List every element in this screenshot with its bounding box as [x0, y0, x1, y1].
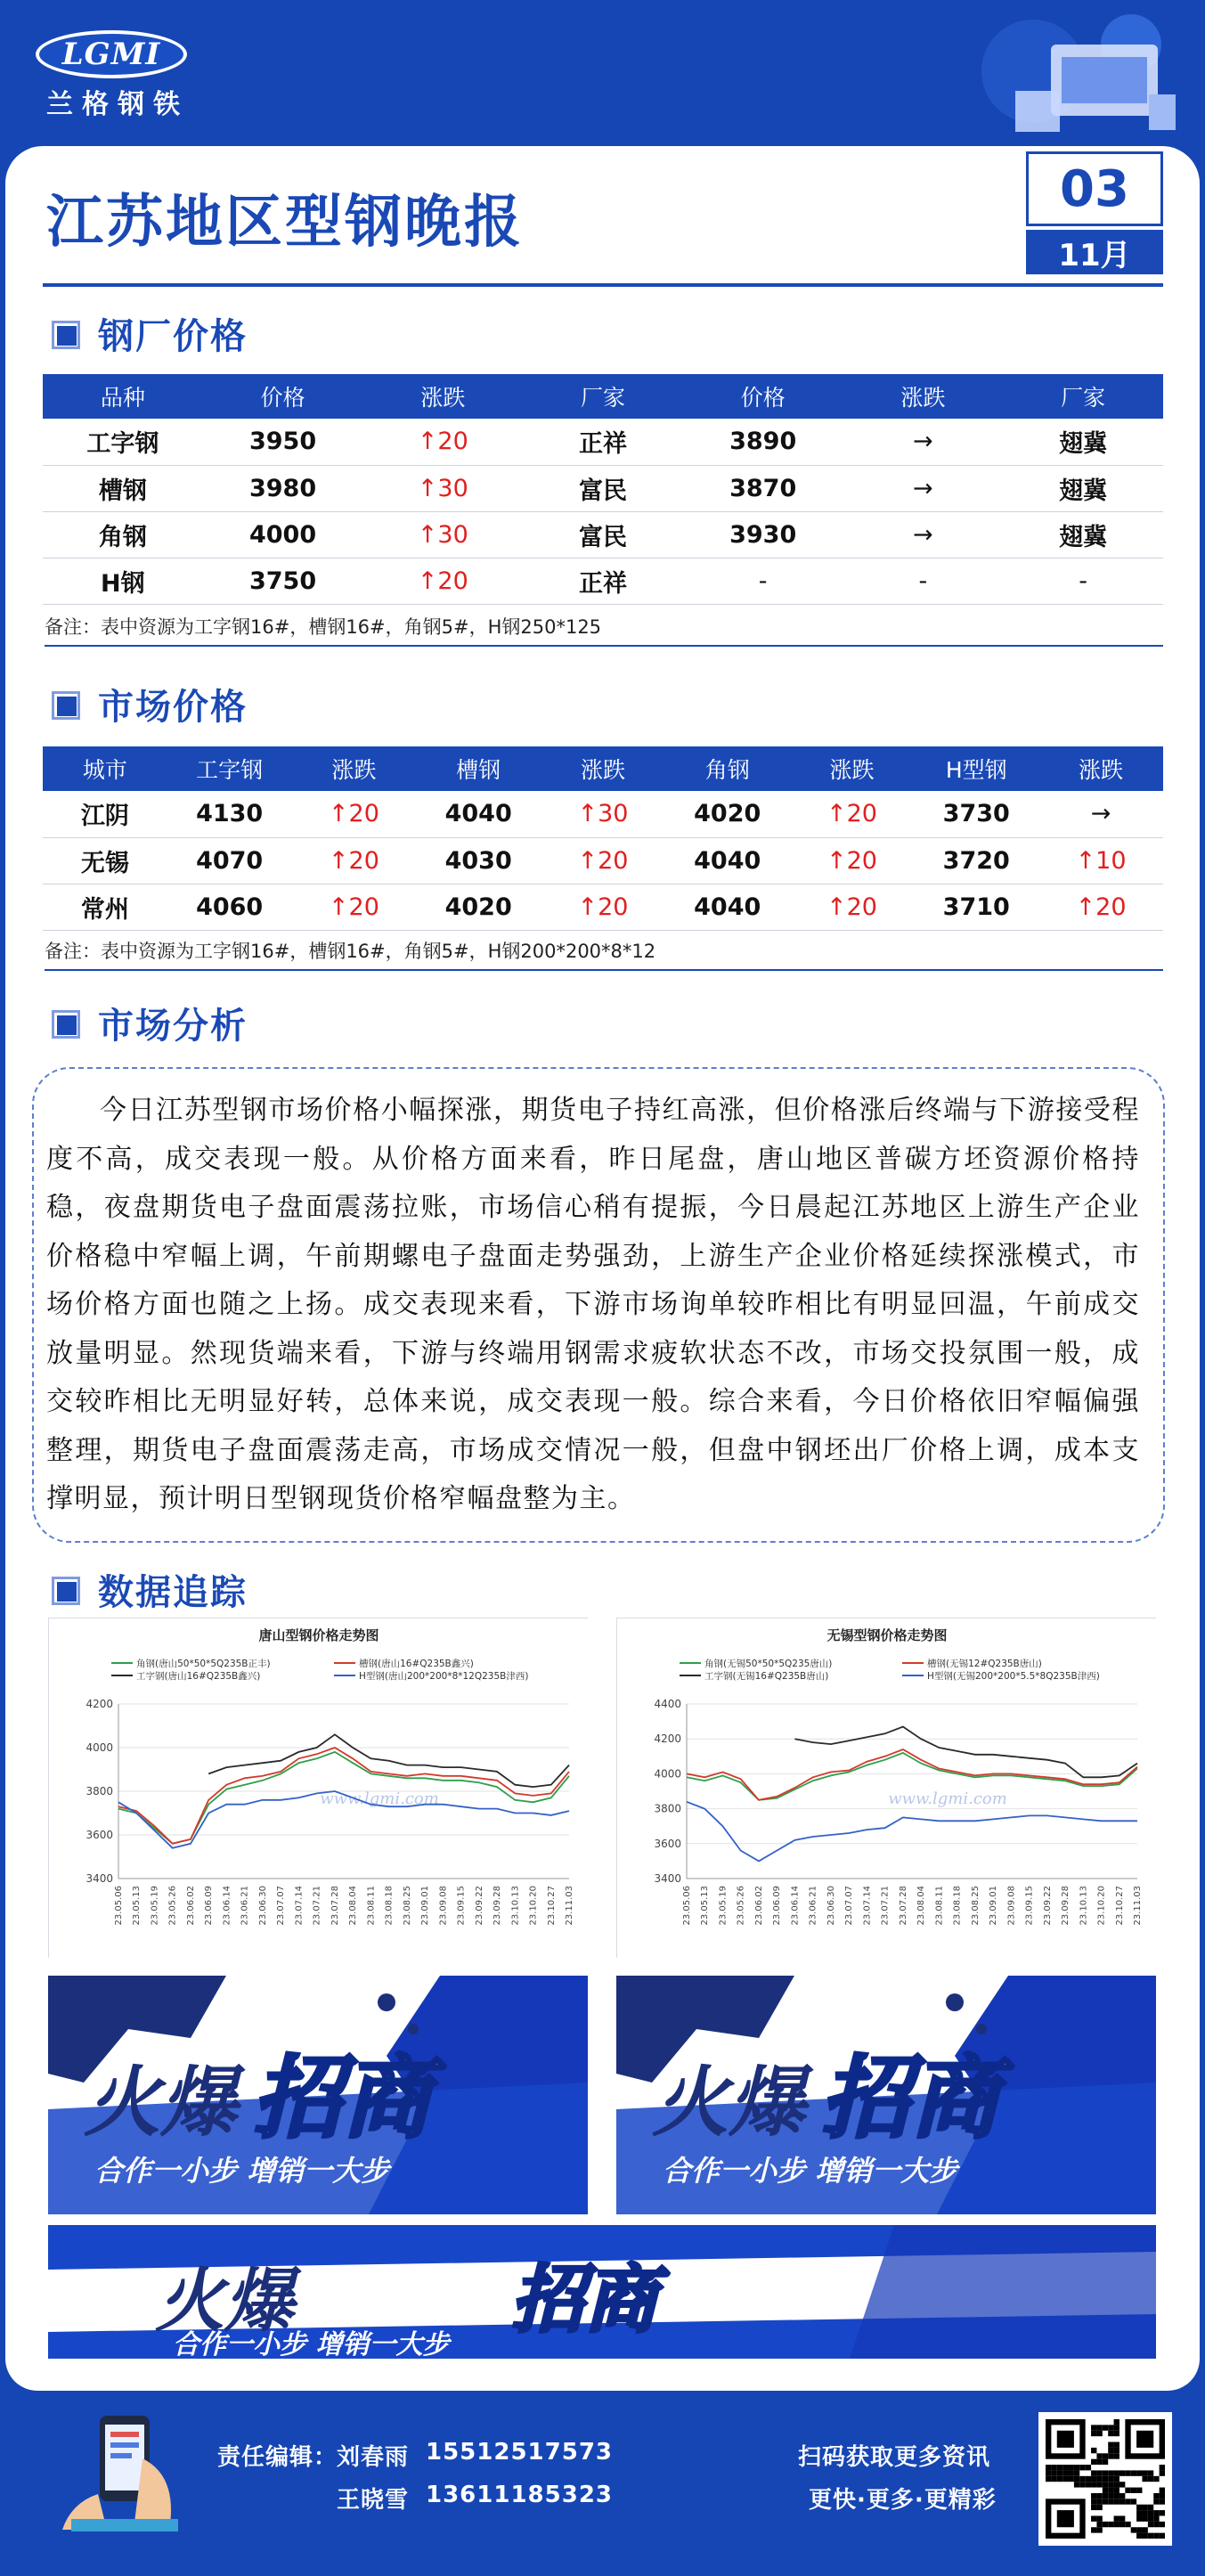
- legend-label: 槽钢(唐山16#Q235B鑫兴): [359, 1659, 474, 1669]
- x-tick-label: 23.05.06: [114, 1886, 124, 1926]
- table-cell: ↑20: [1038, 884, 1163, 930]
- section-market-prices: [52, 679, 248, 730]
- x-tick-label: 23.07.07: [844, 1886, 855, 1926]
- column-header: 价格: [203, 374, 363, 419]
- chart-tangshan: [48, 1618, 588, 1958]
- table-cell: 4040: [665, 837, 790, 884]
- mill-table-note: 备注：表中资源为工字钢16#，槽钢16#，角钢5#，H钢250*125: [45, 613, 1163, 647]
- ad-slogan: 合作一小步 增销一大步: [173, 2329, 450, 2359]
- table-cell: 3870: [683, 465, 843, 511]
- x-tick-label: 23.08.18: [384, 1886, 395, 1926]
- editor1-phone: 15512517573: [426, 2439, 613, 2466]
- x-tick-label: 23.06.30: [257, 1886, 268, 1926]
- x-tick-label: 23.07.14: [862, 1886, 873, 1926]
- table-row: [43, 465, 1163, 511]
- qr-caption-1: 扫码获取更多资讯: [798, 2444, 991, 2471]
- table-cell: ↑20: [541, 837, 665, 884]
- chart-title: 无锡型钢价格走势图: [826, 1627, 948, 1643]
- ad-title-a: 火爆: [652, 2058, 805, 2148]
- table-cell: 翅冀: [1003, 465, 1163, 511]
- table-cell: →: [843, 465, 1004, 511]
- section-title: 市场价格: [98, 687, 248, 728]
- x-tick-label: 23.08.18: [952, 1886, 963, 1926]
- x-tick-label: 23.08.04: [916, 1886, 927, 1926]
- table-cell: 4030: [416, 837, 541, 884]
- table-cell: -: [683, 558, 843, 604]
- analysis-box: [32, 1067, 1165, 1543]
- table-cell: 4020: [416, 884, 541, 930]
- x-tick-label: 23.06.14: [790, 1886, 801, 1926]
- table-cell: ↑20: [292, 884, 417, 930]
- x-tick-label: 23.07.21: [880, 1886, 891, 1926]
- table-cell: 3890: [683, 419, 843, 465]
- section-mill-prices: [52, 308, 248, 359]
- legend-label: 工字钢(无锡16#Q235B唐山): [704, 1671, 829, 1682]
- x-tick-label: 23.09.01: [420, 1886, 431, 1926]
- table-cell: ↑20: [292, 837, 417, 884]
- x-tick-label: 23.09.15: [456, 1886, 467, 1926]
- x-tick-label: 23.08.11: [366, 1886, 377, 1926]
- x-tick-label: 23.06.21: [808, 1886, 818, 1926]
- legend-label: 角钢(唐山50*50*5Q235B正丰): [136, 1659, 271, 1669]
- section-square-icon: [52, 321, 78, 347]
- table-cell: 江阴: [43, 791, 167, 837]
- column-header: 工字钢: [167, 746, 292, 791]
- table-cell: 4060: [167, 884, 292, 930]
- x-tick-label: 23.06.02: [185, 1886, 196, 1926]
- column-header: 涨跌: [1038, 746, 1163, 791]
- editor1-name: 刘春雨: [337, 2444, 410, 2471]
- table-cell: 正祥: [523, 419, 683, 465]
- table-cell: 翅冀: [1003, 419, 1163, 465]
- section-data-tracking: [52, 1564, 248, 1615]
- x-tick-label: 23.05.13: [700, 1886, 711, 1926]
- x-tick-label: 23.05.13: [132, 1886, 142, 1926]
- table-cell: 槽钢: [43, 465, 203, 511]
- ad-slogan: 合作一小步 增销一大步: [663, 2154, 958, 2188]
- x-tick-label: 23.09.08: [438, 1886, 449, 1926]
- table-cell: 3730: [914, 791, 1038, 837]
- x-tick-label: 23.09.28: [1061, 1886, 1071, 1926]
- section-square-icon: [52, 691, 78, 718]
- title-divider: [43, 283, 1163, 287]
- table-cell: 正祥: [523, 558, 683, 604]
- y-tick-label: 3600: [85, 1829, 113, 1841]
- x-tick-label: 23.07.28: [898, 1886, 908, 1926]
- date-month: 11月: [1026, 230, 1163, 274]
- y-tick-label: 4400: [654, 1698, 681, 1710]
- table-cell: 工字钢: [43, 419, 203, 465]
- x-tick-label: 23.10.20: [528, 1886, 539, 1926]
- table-cell: ↑20: [362, 558, 523, 604]
- y-tick-label: 4200: [654, 1732, 681, 1746]
- x-tick-label: 23.06.02: [753, 1886, 764, 1926]
- x-tick-label: 23.09.08: [1006, 1886, 1017, 1926]
- table-cell: ↑20: [790, 884, 915, 930]
- legend-label: H型钢(唐山200*200*8*12Q235B津西): [359, 1671, 529, 1682]
- table-cell: 3720: [914, 837, 1038, 884]
- table-cell: 4020: [665, 791, 790, 837]
- qr-code-graphic: [1046, 2419, 1165, 2539]
- x-tick-label: 23.05.19: [718, 1886, 729, 1926]
- y-tick-label: 3600: [654, 1837, 681, 1850]
- x-tick-label: 23.08.25: [970, 1886, 981, 1926]
- column-header: 厂家: [1003, 374, 1163, 419]
- section-square-icon: [52, 1577, 78, 1603]
- chart-title: 唐山型钢价格走势图: [258, 1627, 379, 1643]
- x-tick-label: 23.06.21: [240, 1886, 250, 1926]
- column-header: 涨跌: [292, 746, 417, 791]
- column-header: 城市: [43, 746, 167, 791]
- table-cell: ↑20: [541, 884, 665, 930]
- table-cell: →: [1038, 791, 1163, 837]
- table-row: [43, 558, 1163, 604]
- table-cell: 3950: [203, 419, 363, 465]
- x-tick-label: 23.08.25: [402, 1886, 412, 1926]
- x-tick-label: 23.08.04: [348, 1886, 359, 1926]
- x-tick-label: 23.09.22: [474, 1886, 484, 1926]
- table-cell: H钢: [43, 558, 203, 604]
- table-cell: 翅冀: [1003, 511, 1163, 558]
- table-row: [43, 419, 1163, 465]
- x-tick-label: 23.05.19: [150, 1886, 160, 1926]
- x-tick-label: 23.11.03: [1133, 1886, 1143, 1926]
- legend-label: 槽钢(无锡12#Q235B唐山): [927, 1659, 1042, 1669]
- table-cell: ↑30: [362, 511, 523, 558]
- phone-hand-icon: [45, 2405, 196, 2539]
- x-tick-label: 23.09.28: [493, 1886, 503, 1926]
- ad-slogan: 合作一小步 增销一大步: [94, 2154, 390, 2188]
- x-tick-label: 23.10.13: [510, 1886, 521, 1926]
- column-header: H型钢: [914, 746, 1038, 791]
- table-cell: 无锡: [43, 837, 167, 884]
- x-tick-label: 23.10.27: [1114, 1886, 1125, 1926]
- page-title: 江苏地区型钢晚报: [46, 190, 524, 256]
- table-cell: 3980: [203, 465, 363, 511]
- table-cell: -: [1003, 558, 1163, 604]
- section-title: 钢厂价格: [98, 316, 248, 357]
- x-tick-label: 23.09.15: [1024, 1886, 1035, 1926]
- ad-title-a: 火爆: [155, 2262, 295, 2342]
- column-header: 涨跌: [843, 374, 1004, 419]
- column-header: 涨跌: [541, 746, 665, 791]
- table-cell: 4070: [167, 837, 292, 884]
- x-tick-label: 23.06.30: [826, 1886, 836, 1926]
- ad-title-b: 招商: [253, 2046, 431, 2150]
- logo: [36, 30, 187, 78]
- column-header: 角钢: [665, 746, 790, 791]
- table-cell: -: [843, 558, 1004, 604]
- table-cell: 3710: [914, 884, 1038, 930]
- date-day: 03: [1026, 151, 1163, 226]
- editor2-name: 王晓雪: [337, 2487, 410, 2514]
- table-cell: →: [843, 511, 1004, 558]
- x-tick-label: 23.10.13: [1079, 1886, 1089, 1926]
- ad-banner-wide[interactable]: [48, 2225, 1156, 2359]
- column-header: 品种: [43, 374, 203, 419]
- x-tick-label: 23.05.26: [167, 1886, 178, 1926]
- table-cell: 4040: [416, 791, 541, 837]
- y-tick-label: 3800: [654, 1802, 681, 1815]
- column-header: 厂家: [523, 374, 683, 419]
- column-header: 槽钢: [416, 746, 541, 791]
- table-cell: 4130: [167, 791, 292, 837]
- table-cell: ↑20: [362, 419, 523, 465]
- ad-banner-right[interactable]: [616, 1976, 1156, 2214]
- chart-wuxi-svg: [617, 1618, 1157, 1959]
- market-table-note: 备注：表中资源为工字钢16#，槽钢16#，角钢5#，H钢200*200*8*12: [45, 937, 1163, 971]
- ad-title-b: 招商: [821, 2046, 999, 2150]
- mill-price-table: [43, 374, 1163, 605]
- column-header: 价格: [683, 374, 843, 419]
- table-cell: 3930: [683, 511, 843, 558]
- ad-banner-graphic: [48, 1976, 588, 2214]
- table-cell: ↑20: [292, 791, 417, 837]
- table-cell: ↑20: [790, 837, 915, 884]
- chart-tangshan-svg: [49, 1618, 589, 1959]
- y-tick-label: 4000: [654, 1767, 681, 1781]
- logo-text: LGMI: [61, 37, 161, 72]
- table-row: [43, 837, 1163, 884]
- x-tick-label: 23.11.03: [565, 1886, 574, 1926]
- x-tick-label: 23.08.11: [934, 1886, 945, 1926]
- legend-label: H型钢(无锡200*200*5.5*8Q235B津西): [927, 1671, 1100, 1682]
- table-cell: ↑30: [362, 465, 523, 511]
- x-tick-label: 23.10.27: [546, 1886, 557, 1926]
- x-tick-label: 23.07.14: [294, 1886, 305, 1926]
- section-title: 数据追踪: [98, 1572, 248, 1613]
- legend-label: 工字钢(唐山16#Q235B鑫兴): [136, 1671, 261, 1682]
- legend-label: 角钢(无锡50*50*5Q235唐山): [704, 1659, 833, 1669]
- table-cell: ↑30: [541, 791, 665, 837]
- y-tick-label: 4200: [85, 1698, 113, 1710]
- table-row: [43, 511, 1163, 558]
- chart-wuxi: [616, 1618, 1156, 1958]
- table-cell: 4000: [203, 511, 363, 558]
- analysis-text: 今日江苏型钢市场价格小幅探涨，期货电子持红高涨，但价格涨后终端与下游接受程度不高，成交表现一般。从价格方面来看，昨日尾盘，唐山地区普碳方坯资源价格持稳，夜盘期货电子盘面震荡拉账，市场信心稍有提振，今日晨起江苏地区上游生产企业价格稳中窄幅上调，午前期螺电子盘面走势强劲，上游生产企业价格延续探涨模式，市场价格方面也随之上扬。成交表现来看，下游市场询单较昨相比有明显回温，午前成交放量明显。然现货端来看，下游与终端用钢需求疲软状态不改，市场交投氛围一般，成交较昨相比无明显好转，总体来说，成交表现一般。综合来看，今日价格依旧窄幅偏强整理，期货电子盘面震荡走高，市场成交情况一般，但盘中钢坯出厂价格上调，成本支撑明显，预计明日型钢现货价格窄幅盘整为主。: [46, 1095, 1140, 1514]
- section-title: 市场分析: [98, 1006, 248, 1047]
- x-tick-label: 23.05.06: [682, 1886, 692, 1926]
- table-row: [43, 791, 1163, 837]
- qr-code[interactable]: [1038, 2412, 1172, 2546]
- header-illustration: [926, 9, 1193, 151]
- column-header: 涨跌: [362, 374, 523, 419]
- x-tick-label: 23.06.09: [772, 1886, 783, 1926]
- x-tick-label: 23.09.01: [989, 1886, 999, 1926]
- market-price-table: [43, 746, 1163, 931]
- ad-banner-graphic: [616, 1976, 1156, 2214]
- x-tick-label: 23.09.22: [1042, 1886, 1053, 1926]
- x-tick-label: 23.07.21: [312, 1886, 322, 1926]
- editor2-phone: 13611185323: [426, 2482, 613, 2508]
- table-cell: 3750: [203, 558, 363, 604]
- x-tick-label: 23.07.07: [276, 1886, 287, 1926]
- table-cell: 常州: [43, 884, 167, 930]
- section-square-icon: [52, 1010, 78, 1037]
- y-tick-label: 4000: [85, 1741, 113, 1754]
- section-market-analysis: [52, 998, 248, 1048]
- qr-caption-2: 更快·更多·更精彩: [809, 2487, 997, 2514]
- x-tick-label: 23.05.26: [736, 1886, 746, 1926]
- table-cell: 富民: [523, 465, 683, 511]
- x-tick-label: 23.07.28: [330, 1886, 340, 1926]
- ad-title-a: 火爆: [84, 2058, 237, 2148]
- table-row: [43, 884, 1163, 930]
- x-tick-label: 23.10.20: [1096, 1886, 1107, 1926]
- table-cell: ↑10: [1038, 837, 1163, 884]
- table-cell: →: [843, 419, 1004, 465]
- ad-title-b: 招商: [511, 2258, 657, 2343]
- chart-watermark: www.lgmi.com: [888, 1789, 1007, 1808]
- y-tick-label: 3400: [654, 1872, 681, 1885]
- column-header: 涨跌: [790, 746, 915, 791]
- y-tick-label: 3800: [85, 1785, 113, 1797]
- x-tick-label: 23.06.14: [222, 1886, 232, 1926]
- table-cell: ↑20: [790, 791, 915, 837]
- chart-watermark: www.lgmi.com: [320, 1789, 439, 1808]
- ad-banner-left[interactable]: [48, 1976, 588, 2214]
- logo-subtitle: 兰格钢铁: [46, 89, 189, 120]
- y-tick-label: 3400: [85, 1872, 113, 1885]
- table-header-row: [43, 746, 1163, 791]
- table-cell: 4040: [665, 884, 790, 930]
- table-header-row: [43, 374, 1163, 419]
- table-cell: 富民: [523, 511, 683, 558]
- table-cell: 角钢: [43, 511, 203, 558]
- editor-label: 责任编辑：: [217, 2444, 338, 2471]
- x-tick-label: 23.06.09: [204, 1886, 215, 1926]
- ad-banner-graphic: [48, 2225, 1156, 2359]
